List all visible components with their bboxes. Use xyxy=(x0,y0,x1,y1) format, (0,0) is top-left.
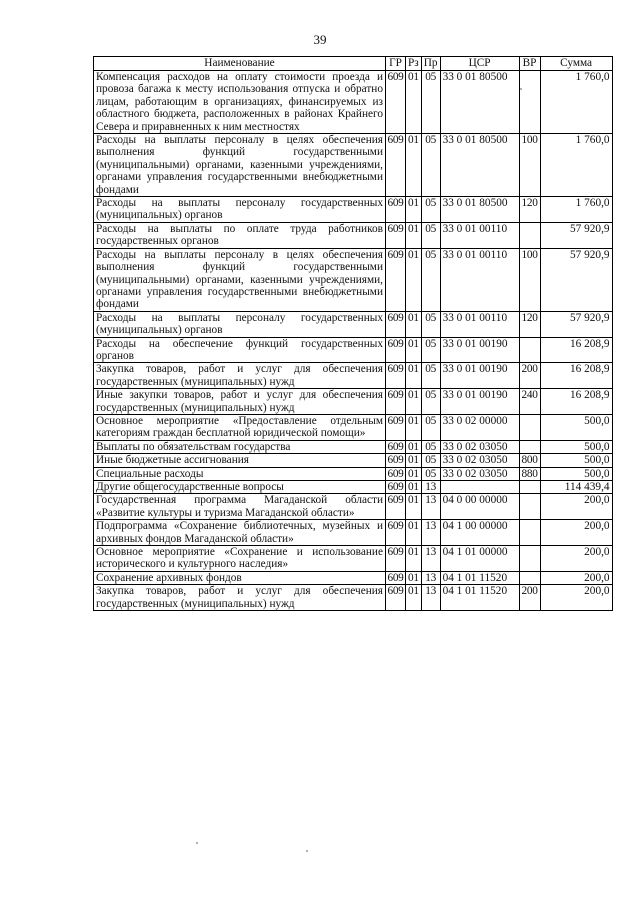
cell-gr: 609 xyxy=(386,546,406,572)
cell-pr: 13 xyxy=(421,571,440,584)
cell-name: Расходы на выплаты персоналу государственных (муниципальных) органов xyxy=(94,197,386,223)
cell-sum: 200,0 xyxy=(540,571,612,584)
table-header-row xyxy=(94,57,613,71)
cell-name: Иные бюджетные ассигнования xyxy=(94,454,386,467)
cell-vr xyxy=(519,494,540,520)
cell-gr: 609 xyxy=(386,585,406,611)
table-row xyxy=(94,363,613,389)
cell-csr: 33 0 01 80500 xyxy=(440,197,519,223)
cell-rz: 01 xyxy=(406,467,422,480)
cell-rz: 01 xyxy=(406,197,422,223)
cell-sum: 16 208,9 xyxy=(540,389,612,415)
cell-rz: 01 xyxy=(406,571,422,584)
cell-vr xyxy=(519,481,540,494)
cell-csr: 04 1 01 11520 xyxy=(440,571,519,584)
cell-gr: 609 xyxy=(387,440,404,453)
cell-pr: 13 xyxy=(421,481,440,494)
cell-gr: 609 xyxy=(387,571,404,584)
cell-vr xyxy=(519,414,540,440)
table-row xyxy=(94,71,613,134)
cell-sum: 200,0 xyxy=(540,546,612,572)
cell-pr: 05 xyxy=(421,71,440,134)
scan-speck xyxy=(520,88,522,90)
table-row xyxy=(94,481,613,494)
cell-sum: 16 208,9 xyxy=(540,363,612,389)
cell-pr: 05 xyxy=(421,363,440,389)
cell-csr: 33 0 01 00110 xyxy=(440,248,519,311)
cell-csr: 04 1 01 00000 xyxy=(440,546,519,572)
table-row xyxy=(94,414,613,440)
cell-csr: 33 0 01 00190 xyxy=(440,337,519,363)
cell-vr xyxy=(519,222,540,248)
cell-pr: 13 xyxy=(421,585,440,611)
cell-vr xyxy=(519,546,540,572)
table-row xyxy=(94,337,613,363)
cell-csr: 33 0 01 00110 xyxy=(440,222,519,248)
cell-pr: 05 xyxy=(421,311,440,337)
cell-gr: 609 xyxy=(386,311,406,337)
table-row xyxy=(94,546,613,572)
cell-csr: 33 0 02 00000 xyxy=(440,414,519,440)
cell-gr: 609 xyxy=(387,481,404,493)
cell-sum: 1 760,0 xyxy=(540,134,612,197)
cell-name: Расходы на выплаты персоналу государственных (муниципальных) органов xyxy=(94,311,386,337)
cell-gr: 609 xyxy=(386,248,406,311)
cell-name: Расходы на выплаты персоналу в целях обеспечения выполнения функций государственными (муниципальными) органами, казенными учреждениями, органами управления государственными внебюджетными фондами xyxy=(94,248,386,311)
table-row xyxy=(94,389,613,415)
cell-csr: 33 0 01 00190 xyxy=(440,363,519,389)
cell-vr xyxy=(519,71,540,134)
cell-name: Другие общегосударственные вопросы xyxy=(94,481,386,494)
budget-table xyxy=(93,56,613,611)
cell-csr: 04 1 00 00000 xyxy=(440,520,519,546)
header-name: Наименование xyxy=(94,57,386,71)
cell-sum: 500,0 xyxy=(540,454,612,467)
cell-rz: 01 xyxy=(406,389,422,415)
cell-rz: 01 xyxy=(406,546,422,572)
cell-rz: 01 xyxy=(406,520,422,546)
cell-pr: 05 xyxy=(421,440,440,453)
cell-gr: 609 xyxy=(387,467,404,480)
cell-sum: 500,0 xyxy=(540,440,612,453)
cell-pr: 05 xyxy=(421,222,440,248)
table-row xyxy=(94,134,613,197)
cell-rz: 01 xyxy=(406,248,422,311)
cell-sum: 1 760,0 xyxy=(540,71,612,134)
cell-name: Государственная программа Магаданской области «Развитие культуры и туризма Магаданской области» xyxy=(94,494,386,520)
cell-name: Подпрограмма «Сохранение библиотечных, музейных и архивных фондов Магаданской области» xyxy=(94,520,386,546)
cell-rz: 01 xyxy=(406,311,422,337)
header-rz: Рз xyxy=(406,57,422,71)
cell-vr: 100 xyxy=(519,134,540,197)
cell-csr: 33 0 02 03050 xyxy=(440,440,519,453)
cell-vr xyxy=(519,440,540,453)
table-row xyxy=(94,571,613,584)
cell-name: Закупка товаров, работ и услуг для обеспечения государственных (муниципальных) нужд xyxy=(94,585,386,611)
cell-name: Компенсация расходов на оплату стоимости проезда и провоза багажа к месту использования отпуска и обратно лицам, работающим в организациях, финансируемых из областного бюджета, расположенных в районах Крайнего Севера и приравненных к ним местностях xyxy=(94,71,386,134)
cell-rz: 01 xyxy=(406,414,422,440)
cell-name: Расходы на выплаты по оплате труда работников государственных органов xyxy=(94,222,386,248)
cell-csr: 33 0 01 80500 xyxy=(440,134,519,197)
header-pr: Пр xyxy=(421,57,440,71)
cell-sum: 200,0 xyxy=(540,494,612,520)
cell-name: Основное мероприятие «Предоставление отдельным категориям граждан бесплатной юридической помощи» xyxy=(94,414,386,440)
cell-gr: 609 xyxy=(387,454,404,467)
cell-vr: 100 xyxy=(519,248,540,311)
cell-csr: 33 0 01 00110 xyxy=(440,311,519,337)
table-row xyxy=(94,222,613,248)
cell-vr: 240 xyxy=(519,389,540,415)
cell-gr: 609 xyxy=(386,494,406,520)
cell-gr: 609 xyxy=(386,222,406,248)
cell-rz: 01 xyxy=(406,71,422,134)
cell-gr: 609 xyxy=(386,363,406,389)
cell-sum: 114 439,4 xyxy=(540,481,612,494)
cell-vr xyxy=(519,337,540,363)
cell-csr: 33 0 02 03050 xyxy=(440,467,519,480)
cell-pr: 05 xyxy=(421,337,440,363)
header-csr: ЦСР xyxy=(440,57,519,71)
cell-sum: 57 920,9 xyxy=(540,248,612,311)
table-row xyxy=(94,520,613,546)
cell-sum: 1 760,0 xyxy=(540,197,612,223)
cell-rz: 01 xyxy=(406,222,422,248)
cell-pr: 13 xyxy=(421,520,440,546)
header-gr: ГР xyxy=(386,57,406,71)
cell-rz: 01 xyxy=(406,134,422,197)
cell-pr: 13 xyxy=(421,546,440,572)
cell-pr: 05 xyxy=(421,454,440,467)
cell-name: Основное мероприятие «Сохранение и использование исторического и культурного наследия» xyxy=(94,546,386,572)
page-number: 39 xyxy=(313,32,327,47)
cell-vr xyxy=(519,571,540,584)
cell-pr: 05 xyxy=(421,389,440,415)
cell-csr: 33 0 01 00190 xyxy=(440,389,519,415)
table-row xyxy=(94,197,613,223)
cell-pr: 05 xyxy=(421,197,440,223)
cell-sum: 200,0 xyxy=(540,585,612,611)
cell-vr: 120 xyxy=(519,311,540,337)
header-sum: Сумма xyxy=(540,57,612,71)
cell-gr: 609 xyxy=(386,197,406,223)
cell-gr: 609 xyxy=(386,337,406,363)
cell-rz: 01 xyxy=(406,363,422,389)
cell-name: Закупка товаров, работ и услуг для обеспечения государственных (муниципальных) нужд xyxy=(94,363,386,389)
cell-gr: 609 xyxy=(386,520,406,546)
cell-pr: 05 xyxy=(421,248,440,311)
cell-vr xyxy=(519,520,540,546)
cell-rz: 01 xyxy=(406,494,422,520)
cell-name: Специальные расходы xyxy=(94,467,386,480)
cell-sum: 500,0 xyxy=(540,467,612,480)
cell-pr: 05 xyxy=(421,467,440,480)
cell-pr: 13 xyxy=(421,494,440,520)
cell-gr: 609 xyxy=(386,414,406,440)
header-vr: ВР xyxy=(519,57,540,71)
cell-name: Сохранение архивных фондов xyxy=(94,571,386,584)
scan-speck xyxy=(196,842,198,844)
table-row xyxy=(94,494,613,520)
cell-gr: 609 xyxy=(386,389,406,415)
cell-sum: 500,0 xyxy=(540,414,612,440)
table-row xyxy=(94,248,613,311)
cell-csr: 33 0 01 80500 xyxy=(440,71,519,134)
cell-pr: 05 xyxy=(421,134,440,197)
cell-name: Расходы на выплаты персоналу в целях обеспечения выполнения функций государственными (муниципальными) органами, казенными учреждениями, органами управления государственными внебюджетными фондами xyxy=(94,134,386,197)
cell-sum: 57 920,9 xyxy=(540,311,612,337)
cell-vr: 200 xyxy=(519,363,540,389)
cell-pr: 05 xyxy=(421,414,440,440)
scan-speck xyxy=(306,850,308,852)
cell-sum: 16 208,9 xyxy=(540,337,612,363)
cell-csr: 04 0 00 00000 xyxy=(440,494,519,520)
cell-name: Выплаты по обязательствам государства xyxy=(94,440,386,453)
cell-vr: 880 xyxy=(519,467,540,480)
table-row xyxy=(94,440,613,453)
table-row xyxy=(94,467,613,480)
table-row xyxy=(94,585,613,611)
cell-vr: 120 xyxy=(519,197,540,223)
cell-vr: 200 xyxy=(519,585,540,611)
cell-gr: 609 xyxy=(386,71,406,134)
cell-rz: 01 xyxy=(406,481,422,494)
cell-rz: 01 xyxy=(406,454,422,467)
cell-csr: 33 0 02 03050 xyxy=(440,454,519,467)
cell-rz: 01 xyxy=(406,440,422,453)
cell-sum: 200,0 xyxy=(540,520,612,546)
table-row xyxy=(94,311,613,337)
cell-gr: 609 xyxy=(386,134,406,197)
cell-rz: 01 xyxy=(406,337,422,363)
table-row xyxy=(94,454,613,467)
cell-name: Расходы на обеспечение функций государственных органов xyxy=(94,337,386,363)
cell-name: Иные закупки товаров, работ и услуг для обеспечения государственных (муниципальных) нужд xyxy=(94,389,386,415)
cell-vr: 800 xyxy=(519,454,540,467)
cell-sum: 57 920,9 xyxy=(540,222,612,248)
cell-csr: 04 1 01 11520 xyxy=(440,585,519,611)
cell-rz: 01 xyxy=(406,585,422,611)
cell-csr xyxy=(440,481,519,494)
